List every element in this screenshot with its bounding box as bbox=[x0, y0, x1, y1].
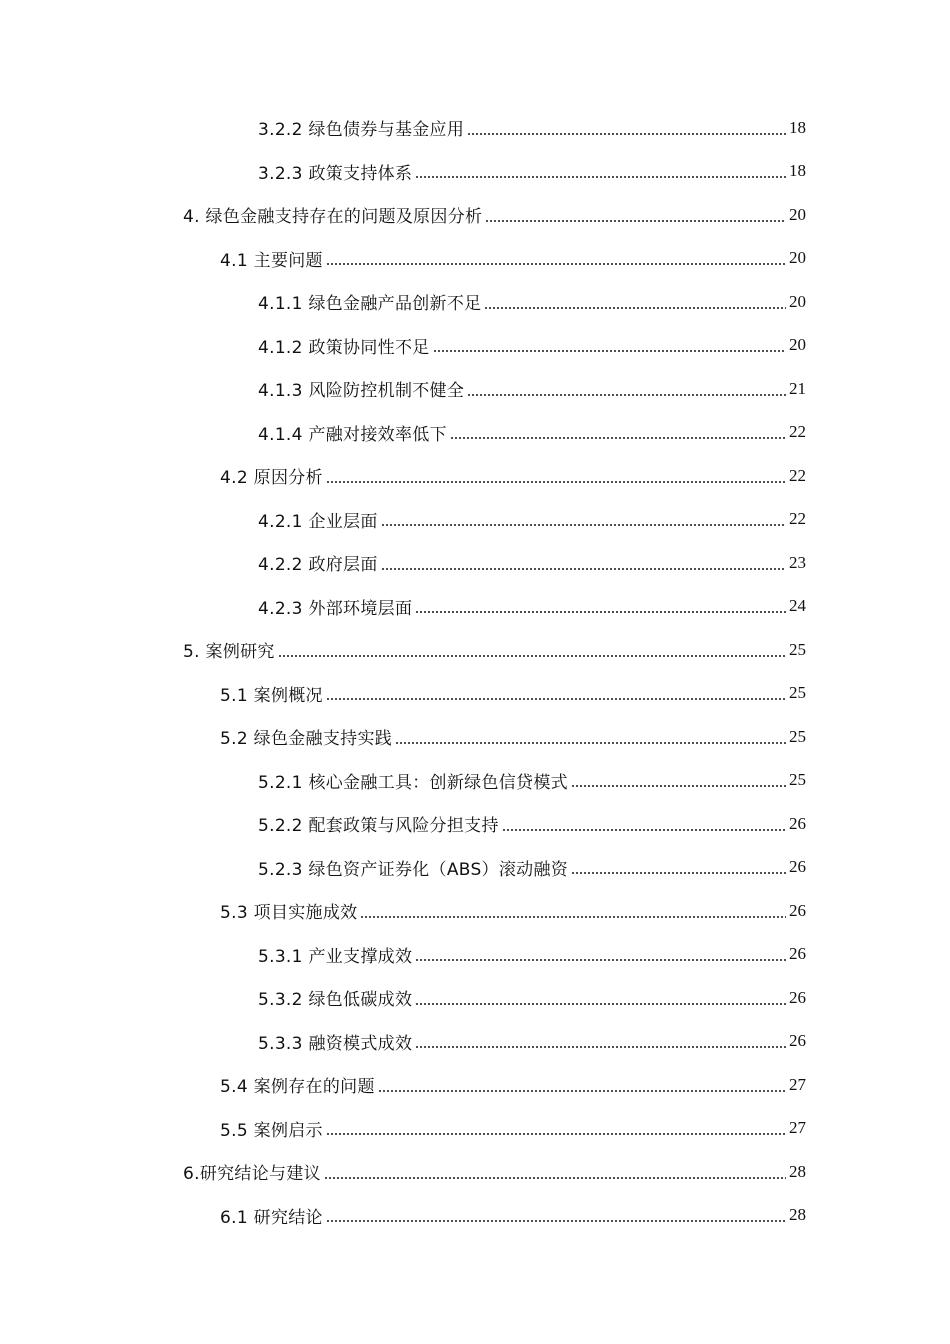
toc-dot-leader bbox=[378, 1089, 786, 1093]
toc-entry-label: 4.2.2 政府层面 bbox=[258, 555, 378, 576]
toc-entry[interactable] bbox=[0, 715, 950, 759]
toc-dot-leader bbox=[502, 828, 786, 832]
toc-dot-leader bbox=[326, 480, 786, 484]
toc-page-number: 20 bbox=[789, 204, 806, 224]
toc-entry-label: 5.5 案例启示 bbox=[220, 1120, 323, 1141]
toc-entry-label: 4.2.1 企业层面 bbox=[258, 511, 378, 532]
toc-dot-leader bbox=[415, 610, 786, 614]
toc-entry[interactable] bbox=[0, 759, 950, 803]
toc-entry-label: 4.2 原因分析 bbox=[220, 468, 323, 489]
toc-entry[interactable] bbox=[0, 324, 950, 368]
toc-entry-label: 5.1 案例概况 bbox=[220, 685, 323, 706]
toc-entry[interactable] bbox=[0, 280, 950, 324]
toc-page-number: 27 bbox=[789, 1074, 806, 1094]
toc-page-number: 18 bbox=[789, 161, 806, 181]
toc-page-number: 27 bbox=[789, 1118, 806, 1138]
toc-entry[interactable] bbox=[0, 498, 950, 542]
toc-entry-label: 5. 案例研究 bbox=[183, 642, 275, 663]
toc-dot-leader bbox=[326, 262, 786, 266]
toc-entry[interactable] bbox=[0, 1107, 950, 1151]
toc-entry[interactable] bbox=[0, 846, 950, 890]
toc-entry-label: 4.1 主要问题 bbox=[220, 250, 323, 271]
toc-entry[interactable] bbox=[0, 585, 950, 629]
toc-entry-label: 3.2.2 绿色债券与基金应用 bbox=[258, 120, 465, 141]
toc-entry-label: 5.4 案例存在的问题 bbox=[220, 1077, 375, 1098]
toc-page-number: 26 bbox=[789, 944, 806, 964]
toc-entry[interactable] bbox=[0, 1020, 950, 1064]
toc-page-number: 26 bbox=[789, 857, 806, 877]
toc-entry-label: 4.1.2 政策协同性不足 bbox=[258, 337, 430, 358]
toc-page-number: 21 bbox=[789, 378, 806, 398]
toc-entry-label: 6.1 研究结论 bbox=[220, 1207, 323, 1228]
toc-entry-label: 4.1.3 风险防控机制不健全 bbox=[258, 381, 465, 402]
toc-dot-leader bbox=[326, 1132, 786, 1136]
toc-dot-leader bbox=[571, 784, 786, 788]
toc-page-number: 22 bbox=[789, 422, 806, 442]
toc-dot-leader bbox=[381, 523, 786, 527]
toc-entry-label: 5.3.3 融资模式成效 bbox=[258, 1033, 413, 1054]
toc-dot-leader bbox=[415, 175, 786, 179]
toc-entry-label: 5.2.3 绿色资产证券化（ABS）滚动融资 bbox=[258, 859, 569, 880]
toc-dot-leader bbox=[467, 393, 786, 397]
toc-entry[interactable] bbox=[0, 1194, 950, 1238]
toc-entry-label: 5.3.2 绿色低碳成效 bbox=[258, 990, 413, 1011]
toc-dot-leader bbox=[324, 1176, 786, 1180]
toc-entry[interactable] bbox=[0, 889, 950, 933]
toc-dot-leader bbox=[450, 436, 786, 440]
toc-entry-label: 4.2.3 外部环境层面 bbox=[258, 598, 413, 619]
toc-page-number: 22 bbox=[789, 509, 806, 529]
toc-dot-leader bbox=[395, 741, 786, 745]
toc-dot-leader bbox=[415, 1002, 786, 1006]
toc-dot-leader bbox=[326, 1219, 786, 1223]
toc-entry-label: 5.3 项目实施成效 bbox=[220, 903, 358, 924]
toc-entry[interactable] bbox=[0, 1063, 950, 1107]
toc-entry[interactable] bbox=[0, 541, 950, 585]
toc-entry[interactable] bbox=[0, 672, 950, 716]
toc-dot-leader bbox=[381, 567, 786, 571]
toc-dot-leader bbox=[360, 915, 786, 919]
toc-entry-label: 6.研究结论与建议 bbox=[183, 1164, 321, 1185]
toc-dot-leader bbox=[467, 132, 786, 136]
toc-page-number: 23 bbox=[789, 552, 806, 572]
toc-entry[interactable] bbox=[0, 802, 950, 846]
toc-entry[interactable] bbox=[0, 628, 950, 672]
toc-entry[interactable] bbox=[0, 193, 950, 237]
toc-dot-leader bbox=[278, 654, 786, 658]
toc-entry[interactable] bbox=[0, 150, 950, 194]
toc-entry[interactable] bbox=[0, 1150, 950, 1194]
toc-entry-label: 4. 绿色金融支持存在的问题及原因分析 bbox=[183, 207, 483, 228]
toc-entry[interactable] bbox=[0, 237, 950, 281]
toc-page-number: 20 bbox=[789, 248, 806, 268]
toc-dot-leader bbox=[484, 306, 786, 310]
toc-page-number: 25 bbox=[789, 683, 806, 703]
toc-entry-label: 5.3.1 产业支撑成效 bbox=[258, 946, 413, 967]
toc-dot-leader bbox=[415, 958, 786, 962]
toc-page-number: 20 bbox=[789, 291, 806, 311]
toc-dot-leader bbox=[571, 871, 786, 875]
toc-entry[interactable] bbox=[0, 933, 950, 977]
toc-dot-leader bbox=[433, 349, 786, 353]
toc-page-number: 28 bbox=[789, 1205, 806, 1225]
toc-dot-leader bbox=[415, 1045, 786, 1049]
toc-entry[interactable] bbox=[0, 367, 950, 411]
toc-page-number: 18 bbox=[789, 117, 806, 137]
toc-entry[interactable] bbox=[0, 976, 950, 1020]
toc-entry-label: 5.2.1 核心金融工具：创新绿色信贷模式 bbox=[258, 772, 568, 793]
toc-page-number: 26 bbox=[789, 900, 806, 920]
toc-entry-label: 5.2.2 配套政策与风险分担支持 bbox=[258, 816, 499, 837]
toc-entry-label: 5.2 绿色金融支持实践 bbox=[220, 729, 393, 750]
toc-page-number: 28 bbox=[789, 1161, 806, 1181]
table-of-contents bbox=[0, 106, 950, 1237]
toc-page-number: 25 bbox=[789, 726, 806, 746]
toc-entry[interactable] bbox=[0, 106, 950, 150]
toc-page-number: 24 bbox=[789, 596, 806, 616]
toc-dot-leader bbox=[326, 697, 786, 701]
toc-dot-leader bbox=[485, 219, 786, 223]
toc-page-number: 22 bbox=[789, 465, 806, 485]
toc-page-number: 26 bbox=[789, 1031, 806, 1051]
toc-page-number: 25 bbox=[789, 770, 806, 790]
toc-page-number: 26 bbox=[789, 987, 806, 1007]
toc-entry-label: 3.2.3 政策支持体系 bbox=[258, 163, 413, 184]
toc-entry[interactable] bbox=[0, 454, 950, 498]
toc-entry-label: 4.1.1 绿色金融产品创新不足 bbox=[258, 294, 482, 315]
toc-entry-label: 4.1.4 产融对接效率低下 bbox=[258, 424, 447, 445]
toc-page-number: 26 bbox=[789, 813, 806, 833]
toc-page-number: 25 bbox=[789, 639, 806, 659]
toc-page-number: 20 bbox=[789, 335, 806, 355]
toc-entry[interactable] bbox=[0, 411, 950, 455]
